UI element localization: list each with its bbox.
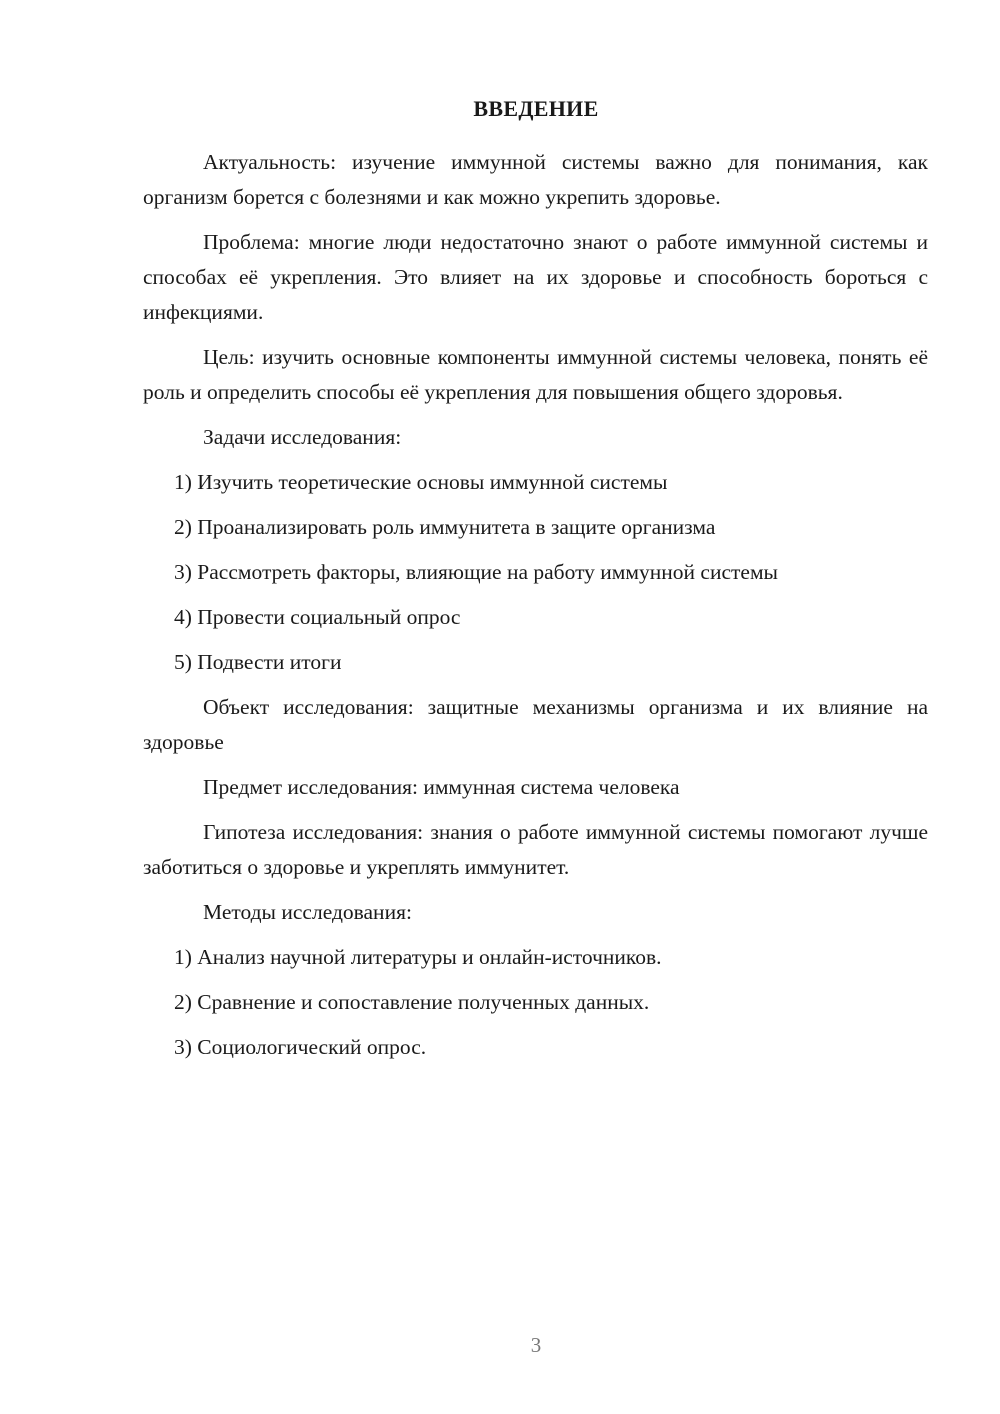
page-title: ВВЕДЕНИЕ (473, 96, 599, 121)
list-item: 5) Подвести итоги (174, 650, 342, 674)
goal-paragraph: Цель: изучить основные компоненты иммунной системы человека, понять её роль и определить способы её укрепления для повышения общего здоровья. (143, 345, 928, 404)
methods-list (143, 940, 928, 1065)
list-item: 4) Провести социальный опрос (174, 605, 461, 629)
list-item: 1) Анализ научной литературы и онлайн-источников. (174, 945, 662, 969)
tasks-list (143, 465, 928, 680)
list-item: 2) Сравнение и сопоставление полученных данных. (174, 990, 650, 1014)
tasks-heading: Задачи исследования: (203, 425, 402, 449)
methods-heading: Методы исследования: (203, 900, 412, 924)
hypothesis-paragraph: Гипотеза исследования: знания о работе иммунной системы помогают лучше заботиться о здоровье и укреплять иммунитет. (143, 820, 928, 879)
problem-paragraph: Проблема: многие люди недостаточно знают о работе иммунной системы и способах её укрепления. Это влияет на их здоровье и способность бороться с инфекциями. (143, 230, 928, 324)
list-item: 2) Проанализировать роль иммунитета в защите организма (174, 515, 716, 539)
page-number: 3 (530, 1333, 542, 1357)
list-item: 1) Изучить теоретические основы иммунной системы (174, 470, 668, 494)
list-item: 3) Рассмотреть факторы, влияющие на работу иммунной системы (174, 560, 778, 584)
page-content (143, 145, 928, 1075)
subject-paragraph: Предмет исследования: иммунная система человека (203, 775, 680, 799)
list-item: 3) Социологический опрос. (174, 1035, 427, 1059)
relevance-paragraph: Актуальность: изучение иммунной системы важно для понимания, как организм борется с болезнями и как можно укрепить здоровье. (143, 150, 928, 209)
object-paragraph: Объект исследования: защитные механизмы организма и их влияние на здоровье (143, 695, 928, 754)
